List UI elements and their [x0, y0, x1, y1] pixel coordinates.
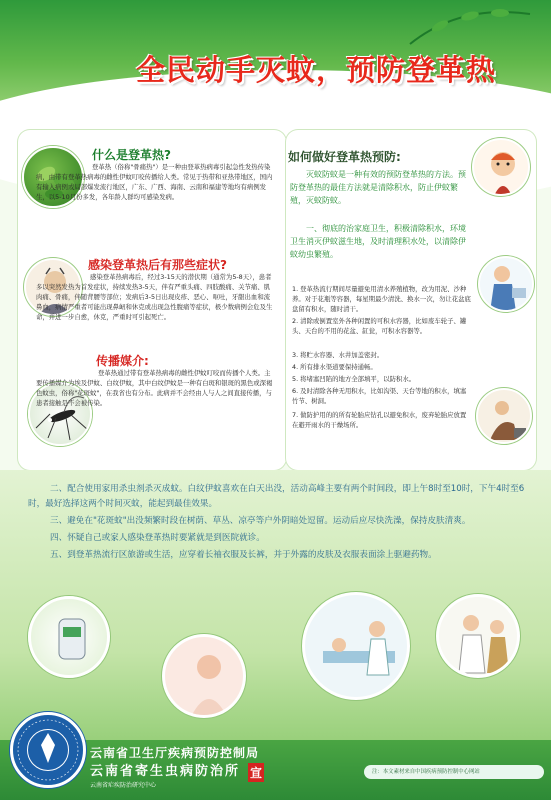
prevention-point-1: 一、彻底的治家庭卫生，积极清除积水，环境卫生消灭伊蚊滋生地，及时清理积水处，以清除伊蚊幼虫繁殖。: [290, 224, 466, 259]
leaf-decoration-icon: [400, 4, 540, 48]
cleaning-person-photo: [478, 256, 534, 312]
cartoon-kid-photo: [472, 138, 530, 196]
hospital-bed-photo: [302, 592, 410, 700]
mosquito-repellent-photo: [28, 596, 110, 678]
org-line-1: 云南省卫生厅疾病预防控制局: [90, 746, 260, 760]
org-line-2: 云南省寄生虫病防治所: [90, 764, 241, 779]
prevention-item: 3. 将贮水容器、水井加盖密封。: [292, 351, 384, 359]
reference-note: 注：本文素材来自中国疾病预防控制中心网站: [372, 769, 480, 775]
prevention-item: 4. 所有排水渠道要保持通畅。: [292, 363, 377, 371]
prevention-item: 5. 将堵塞凹陷的地方全部填平，以防积水。: [292, 375, 416, 383]
prevention-item: 6. 及时清除各种无用积水，比如沟渠、天台等地的积水，填塞竹节、树洞。: [292, 387, 467, 405]
promo-stamp: 宣: [248, 763, 264, 782]
section-vector-text: 登革热通过带有登革热病毒的雌性伊蚊叮咬而传播个人类。主要传播媒介为埃及伊蚊、白纹伊蚊，其中白纹伊蚊是一种有白斑和银斑的黑色或深褐色蚊虫，俗称"花斑蚊"，在我省也有分布。此病并不会经由人与人之间直接传播，与患者接触是不会被传染。: [36, 369, 273, 407]
bottom-item: 二、配合使用家用杀虫剂杀灭成蚊。白纹伊蚊喜欢在白天出没，活动高峰主要有两个时间段，即上午8时至10时，下午4时至6时，最好选择这两个时间灭蚊，能起到最佳效果。: [28, 484, 525, 509]
bottom-list: [28, 482, 538, 563]
institute-seal-icon: [10, 712, 86, 788]
section-symptoms-title: 感染登革热后有那些症状?: [88, 258, 227, 272]
worker-photo: [476, 388, 532, 444]
page-title: 全民动手灭蚊，预防登革热: [136, 53, 497, 87]
prevention-item: 2. 清除或倒置室外各种闲置的可积水容器，比如废车轮子、罐头、天台的不用的花盆、缸瓮，可积水容器等。: [292, 317, 467, 335]
child-bath-photo: [162, 634, 246, 718]
bottom-item: 五、到登革热流行区旅游或生活，应穿着长袖衣服及长裤，并于外露的皮肤及衣服表面涂上驱避药物。: [50, 550, 437, 560]
section-vector-title: 传播媒介:: [96, 354, 149, 368]
bottom-item: 四、怀疑自己或家人感染登革热时要紧就是到医院就诊。: [50, 533, 265, 543]
prevention-intro: 灭蚊防蚊是一种有效的预防登革热的方法。预防登革热的最佳方法就是清除积水，防止伊蚊繁殖，灭蚊防蚊。: [290, 170, 466, 205]
prevention-item: 7. 做防护用的的所有轮胎应钻孔以避免积水，废弃轮胎应放置在避开雨水的干燥场所。: [292, 411, 467, 429]
org-line-3: 云南省疟疾防治研究中心: [90, 782, 157, 789]
section-symptoms-text: 感染登革热病毒后，经过3-15天的潜伏期（通常为5-8天），患者多以突然发热为首发症状，持续发热3-5天，伴有严重头痛、四肢酸痛、关节痛、肌肉痛、骨痛，伴随背腰等部位；发病后3-5日出现皮疹、恶心、呕吐，牙龈出血和流鼻血，病情严重者可能出现鼻衄和休克或出现急性腹痛等症状，极少数病例会危及生命，并进一步自愈，休克，严重时可引起死亡。: [36, 273, 273, 321]
section-what-title: 什么是登革热?: [92, 148, 171, 162]
prevention-item: 1. 登革热流行期间尽量避免用清水养殖植物，改为用泥、沙种养。对于花瓶等容器，每星期最少清洗、换水一次，勿让花盆底盘留有积水，随时清干。: [292, 285, 471, 313]
section-prevention-title: 如何做好登革热预防:: [288, 150, 401, 164]
doctor-photo: [436, 594, 520, 678]
bottom-item: 三、避免在"花斑蚊"出没频繁时段在树荫、草丛、凉亭等户外阴暗处逗留。运动后应尽快洗澡，保持皮肤清爽。: [50, 516, 471, 526]
section-what-text: 登革热（俗称"骨痛热"）是一种由登革热病毒引起急性发热传染病，由带有登革热病毒的雌性伊蚊叮咬传播给人类。常见于热带和亚热带地区，国内有输入病例或局部爆发流行地区，广东、广西、海南、云南和福建等地均有病例发生，以5-10月份多发，各年龄人群均可感染发病。: [36, 163, 273, 201]
